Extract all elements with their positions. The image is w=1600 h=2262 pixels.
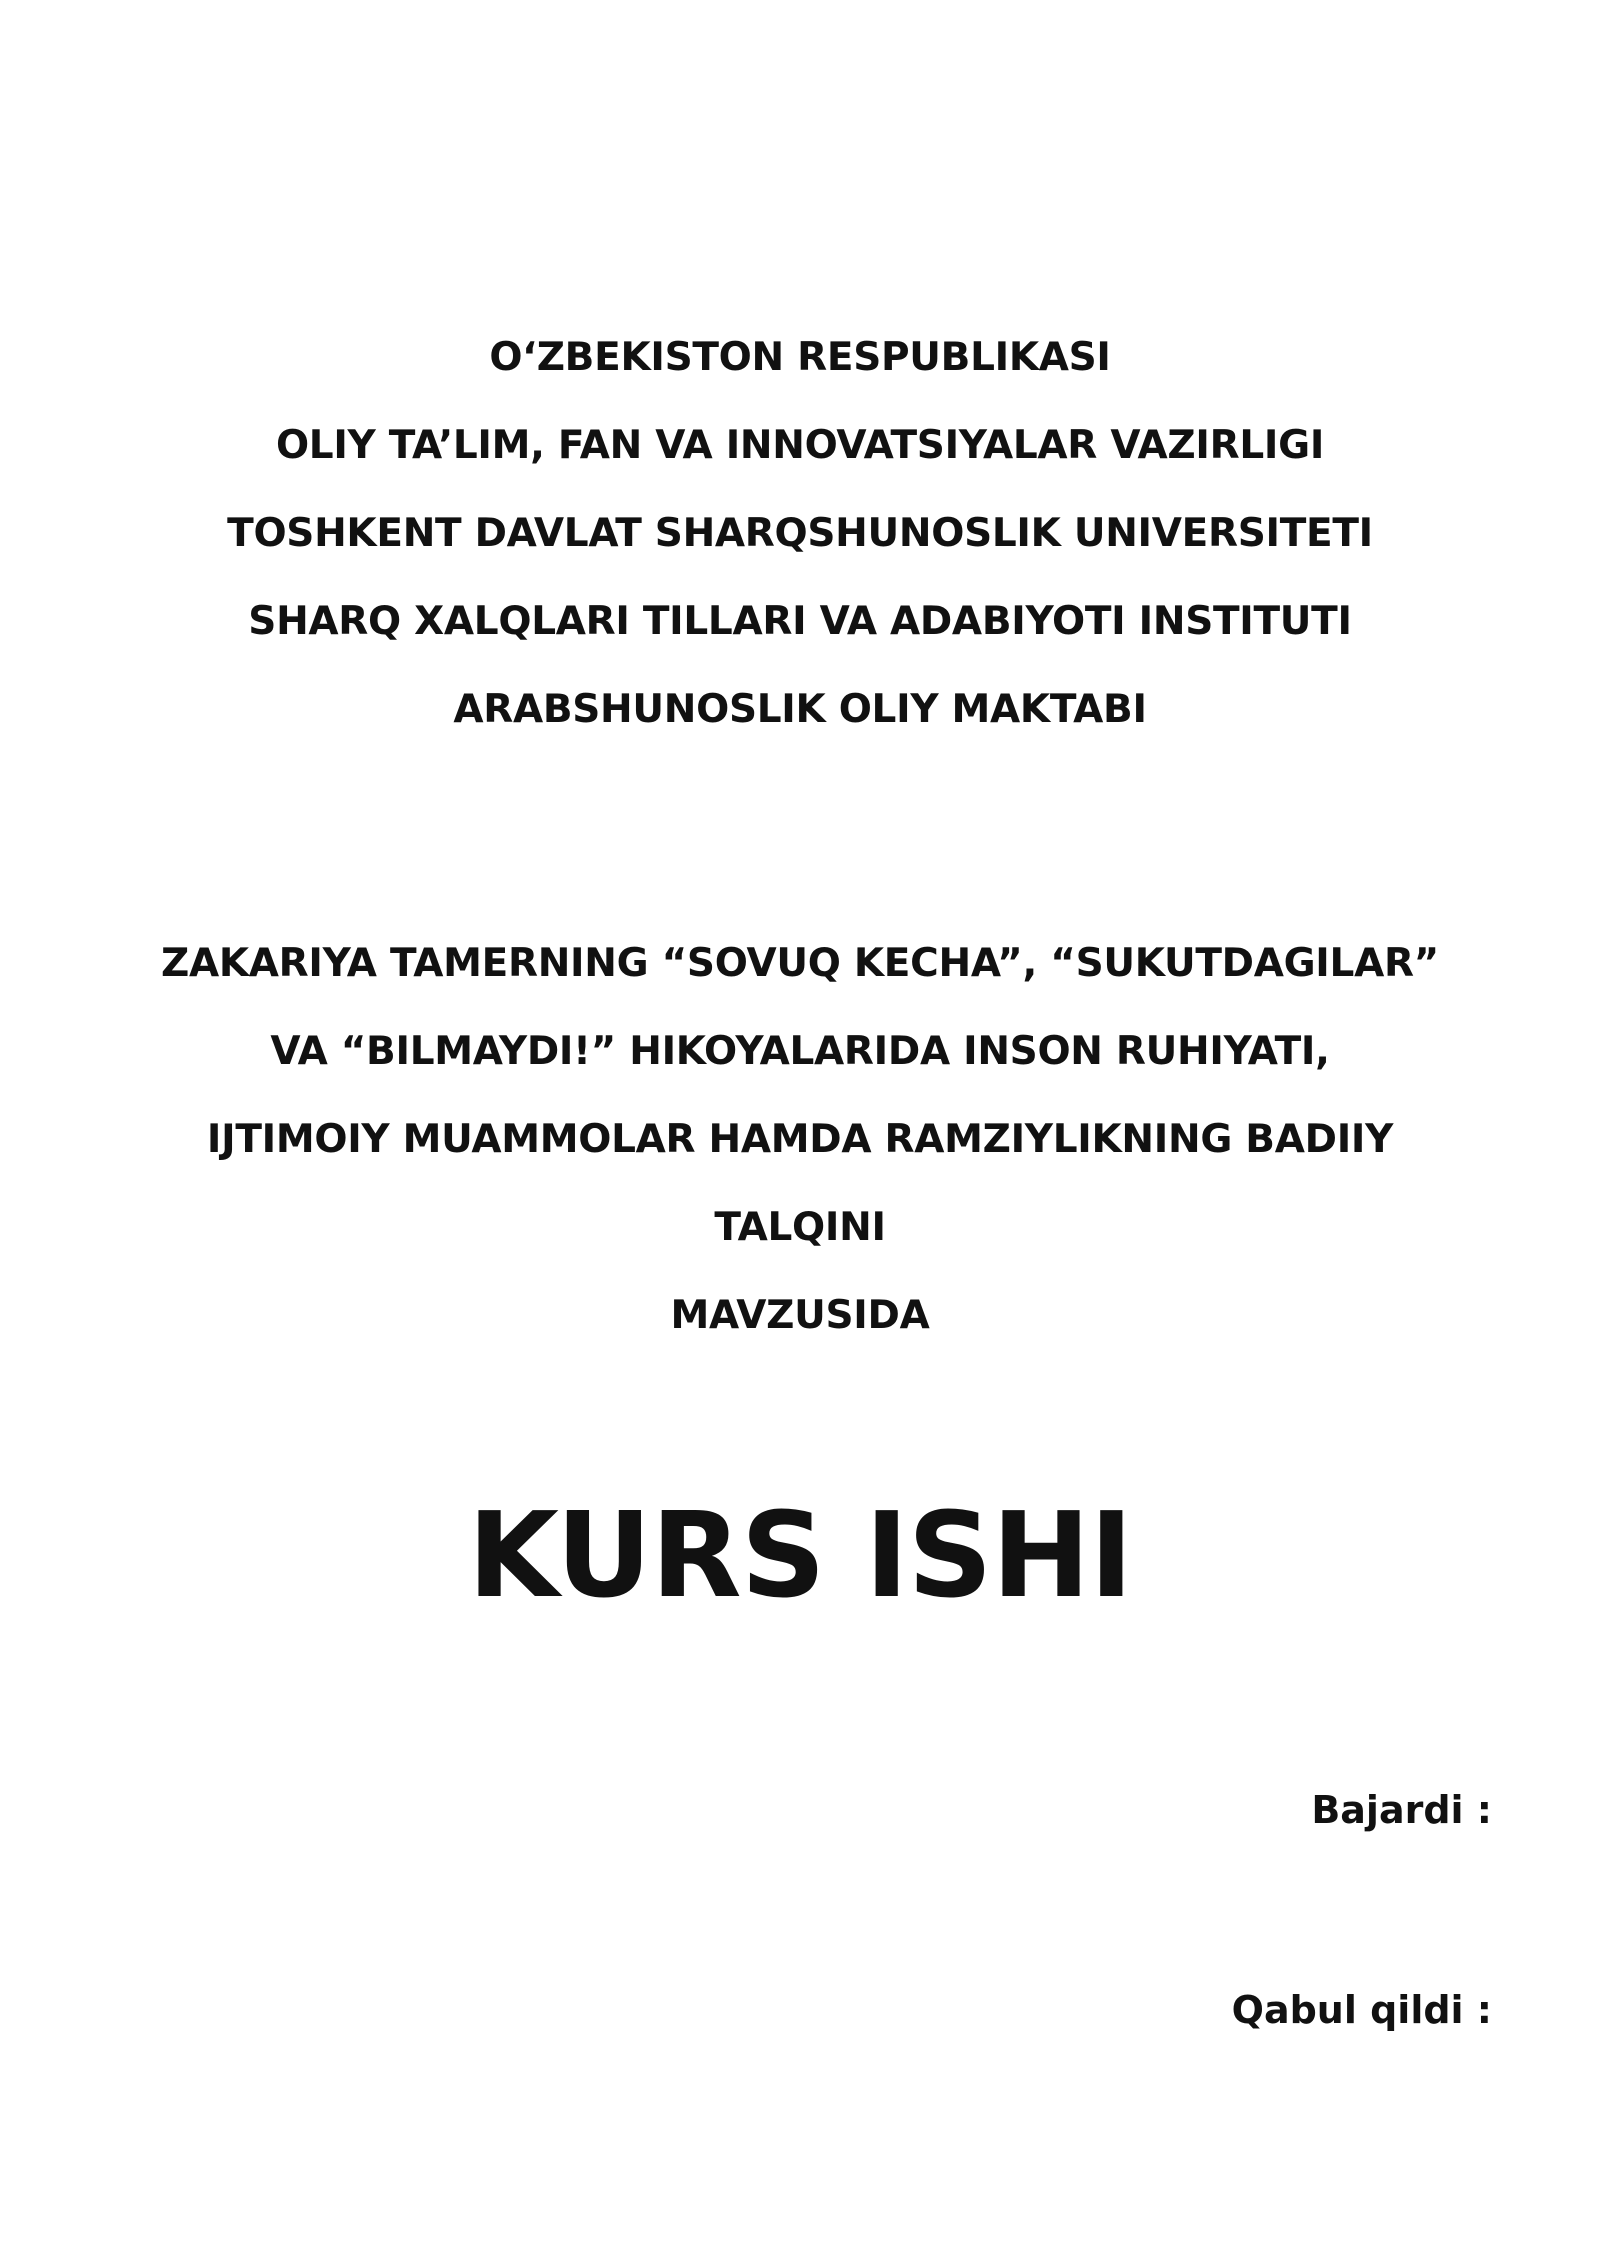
topic-block (0, 920, 1600, 1360)
topic-line: TALQINI (714, 1205, 886, 1250)
topic-line: VA “BILMAYDI!” HIKOYALARIDA INSON RUHIYATI, (270, 1029, 1330, 1074)
institution-line-school: ARABSHUNOSLIK OLIY MAKTABI (453, 687, 1147, 732)
topic-line: IJTIMOIY MUAMMOLAR HAMDA RAMZIYLIKNING BADIIY (206, 1117, 1394, 1162)
institution-line-university: TOSHKENT DAVLAT SHARQSHUNOSLIK UNIVERSITETI (227, 511, 1373, 556)
topic-line: ZAKARIYA TAMERNING “SOVUQ KECHA”, “SUKUTDAGILAR” (160, 941, 1440, 986)
performed-by-label: Bajardi : (1311, 1788, 1492, 1832)
accepted-by-label: Qabul qildi : (1231, 1988, 1492, 2032)
document-title: KURS ISHI (467, 1486, 1133, 1624)
institution-line-country: O‘ZBEKISTON RESPUBLIKASI (489, 335, 1111, 380)
institution-line-institute: SHARQ XALQLARI TILLARI VA ADABIYOTI INSTITUTI (248, 599, 1352, 644)
institution-line-ministry: OLIY TA’LIM, FAN VA INNOVATSIYALAR VAZIRLIGI (275, 423, 1325, 468)
topic-suffix: MAVZUSIDA (670, 1293, 930, 1338)
institution-header (0, 314, 1600, 754)
